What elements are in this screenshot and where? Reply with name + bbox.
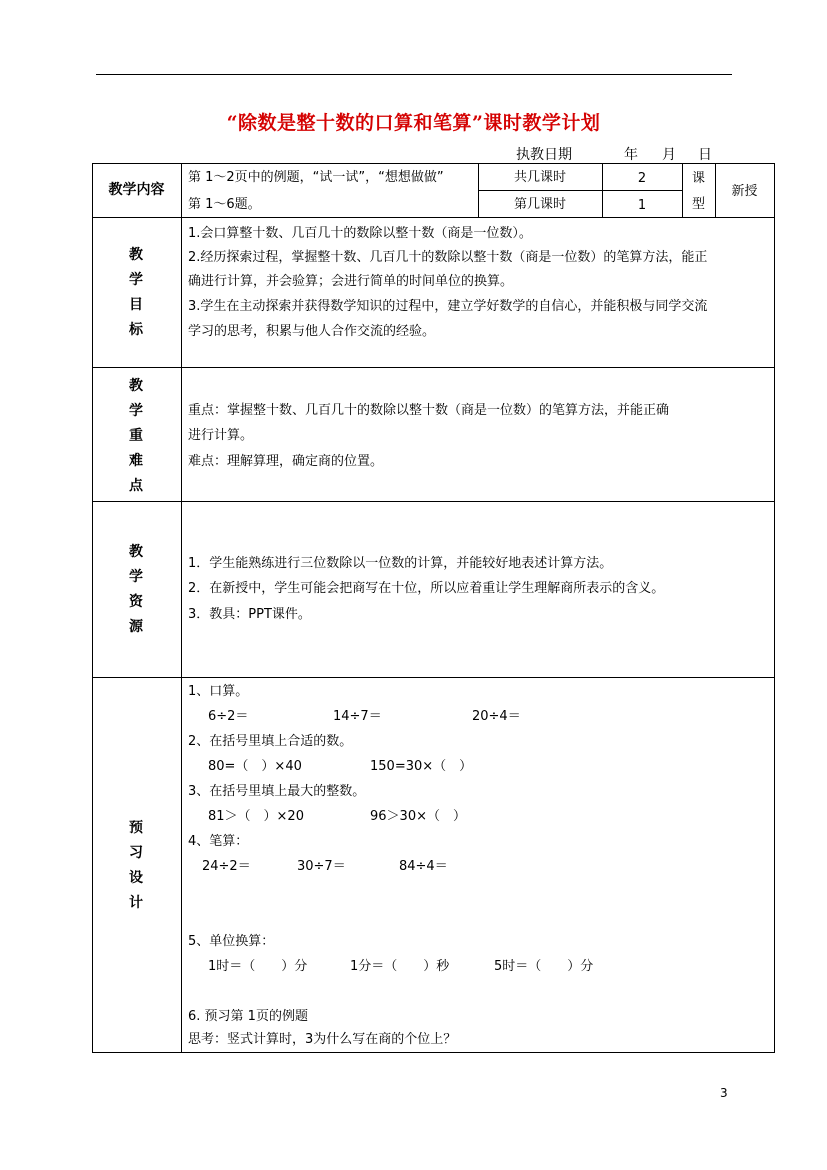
- resources-label-char: 学: [129, 569, 143, 585]
- preview-label-char: 预: [129, 820, 143, 836]
- date-day: 日: [698, 147, 712, 163]
- preview-item: 81＞（ ）×20: [208, 809, 304, 824]
- key-points-label-char: 重: [129, 428, 143, 444]
- lesson-type-label-1: 课: [691, 171, 705, 186]
- key-points-label-char: 点: [129, 478, 143, 494]
- goals-label-char: 教: [129, 247, 143, 263]
- table-bottom-border: [92, 1052, 775, 1053]
- preview-item: 5时＝（ ）分: [494, 959, 594, 974]
- key-points-line: 进行计算。: [188, 428, 254, 443]
- goals-label-char: 学: [129, 272, 143, 288]
- content-label: 教学内容: [108, 182, 165, 198]
- goals-line: 1.会口算整十数、几百几十的数除以整十数（商是一位数）。: [188, 226, 532, 241]
- key-points-label-char: 学: [129, 403, 143, 419]
- preview-think-question: 思考：竖式计算时，3为什么写在商的个位上？: [188, 1032, 457, 1047]
- content-line-2: 第 1～6题。: [188, 197, 261, 212]
- row-divider-2: [92, 367, 775, 368]
- goals-line: 2.经历探索过程，掌握整十数、几百几十的数除以整十数（商是一位数）的笔算方法，能正: [188, 250, 708, 265]
- preview-item: 30÷7＝: [297, 859, 346, 874]
- date-label: 执教日期: [516, 147, 572, 163]
- preview-section-title: 5、单位换算：: [188, 934, 275, 949]
- key-points-label-char: 难: [129, 453, 143, 469]
- resources-label-char: 教: [129, 544, 143, 560]
- preview-label-char: 计: [129, 895, 143, 911]
- preview-item: 6÷2＝: [208, 709, 249, 724]
- date-month: 月: [662, 147, 676, 163]
- preview-item: 24÷2＝: [202, 859, 251, 874]
- label-column-divider: [181, 163, 182, 1053]
- lesson-type-value: 新授: [731, 184, 758, 199]
- header-mid-divider: [478, 190, 682, 191]
- table-right-border: [774, 163, 775, 1053]
- resources-label-char: 资: [129, 594, 143, 610]
- preview-item: 14÷7＝: [333, 709, 382, 724]
- preview-item: 80=（ ）×40: [208, 759, 302, 774]
- table-left-border: [92, 163, 93, 1053]
- resources-line: 3．教具：PPT课件。: [188, 607, 311, 622]
- preview-section-title: 4、笔算：: [188, 834, 249, 849]
- preview-item: 1时＝（ ）分: [208, 959, 308, 974]
- resources-line: 1．学生能熟练进行三位数除以一位数的计算，并能较好地表述计算方法。: [188, 556, 613, 571]
- preview-section-title: 2、在括号里填上合适的数。: [188, 734, 353, 749]
- preview-item: 150=30×（ ）: [370, 759, 473, 774]
- lesson-type-label-2: 型: [691, 197, 705, 212]
- table-top-border: [92, 163, 775, 164]
- preview-item: 84÷4＝: [399, 859, 448, 874]
- total-periods-value: 2: [637, 171, 647, 186]
- document-title: “除数是整十数的口算和笔算”课时教学计划: [226, 112, 601, 134]
- key-points-line: 重点：掌握整十数、几百几十的数除以整十数（商是一位数）的笔算方法，并能正确: [188, 403, 670, 418]
- preview-section-title: 1、口算。: [188, 684, 249, 699]
- total-periods-label: 共几课时: [513, 170, 566, 185]
- date-year: 年: [624, 147, 638, 163]
- content-line-1: 第 1～2页中的例题，“试一试”，“想想做做”: [188, 170, 444, 185]
- header-rule: [96, 74, 732, 75]
- preview-item: 96＞30×（ ）: [370, 809, 466, 824]
- preview-label-char: 设: [129, 870, 143, 886]
- preview-section-title: 6. 预习第 1页的例题: [188, 1009, 308, 1024]
- row-divider-1: [92, 217, 775, 218]
- period-label: 第几课时: [513, 197, 566, 212]
- row-divider-3: [92, 501, 775, 502]
- resources-line: 2．在新授中，学生可能会把商写在十位，所以应着重让学生理解商所表示的含义。: [188, 581, 665, 596]
- preview-item: 20÷4＝: [472, 709, 521, 724]
- resources-label-char: 源: [129, 619, 143, 635]
- page-number: 3: [720, 1086, 728, 1100]
- key-points-label-char: 教: [129, 378, 143, 394]
- preview-item: 1分＝（ ）秒: [350, 959, 450, 974]
- goals-line: 确进行计算，并会验算；会进行简单的时间单位的换算。: [188, 274, 514, 289]
- key-points-line: 难点：理解算理，确定商的位置。: [188, 454, 384, 469]
- period-value: 1: [637, 198, 647, 213]
- row-divider-4: [92, 677, 775, 678]
- goals-line: 3.学生在主动探索并获得数学知识的过程中，建立学好数学的自信心，并能积极与同学交流: [188, 299, 708, 314]
- preview-section-title: 3、在括号里填上最大的整数。: [188, 784, 366, 799]
- goals-label-char: 标: [129, 322, 143, 338]
- goals-label-char: 目: [129, 297, 143, 313]
- goals-line: 学习的思考，积累与他人合作交流的经验。: [188, 324, 436, 339]
- preview-label-char: 习: [129, 845, 143, 861]
